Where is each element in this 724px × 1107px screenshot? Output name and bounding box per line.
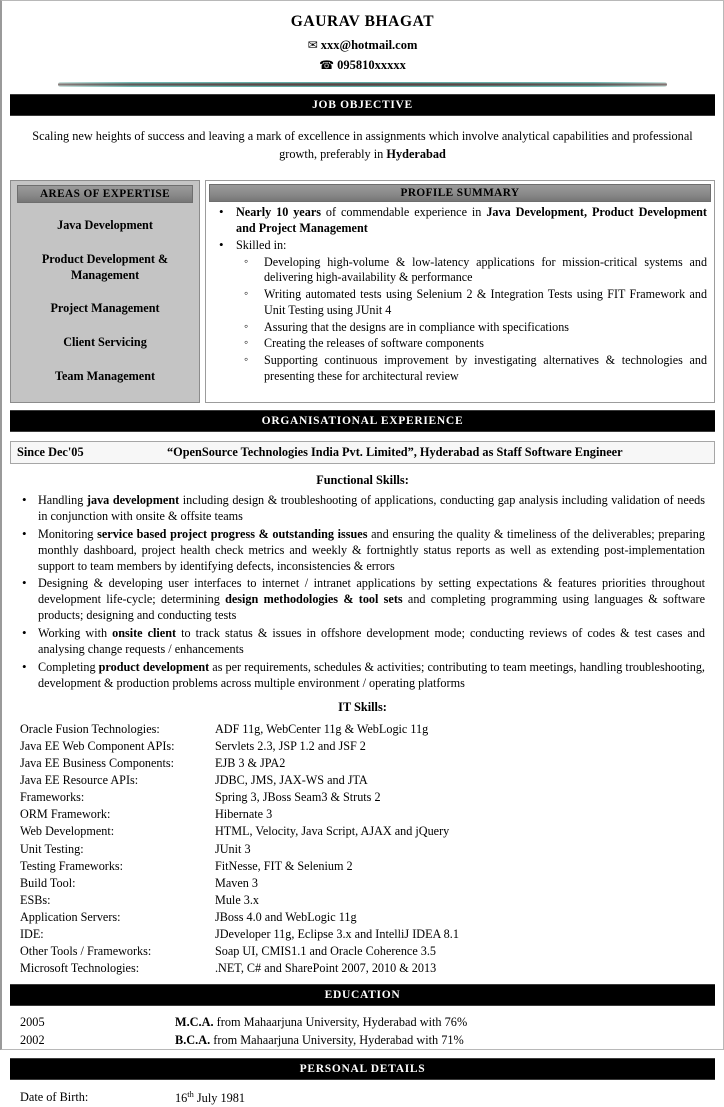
table-row (20, 772, 695, 789)
profile-summary-list (210, 205, 707, 385)
personal-details-table (20, 1089, 245, 1107)
skill-text-pre: Monitoring (38, 526, 98, 541)
skill-value: Servlets 2.3, JSP 1.2 and JSF 2 (215, 738, 366, 753)
expertise-summary-row (10, 180, 715, 403)
education-institute: from Mahaarjuna University, Hyderabad with 76% (213, 1015, 468, 1030)
skill-text-pre: Designing & developing user interfaces to internet / intranet applications by setting expectations & features priorities throughout development life-cycle; determining (38, 576, 705, 607)
list-item (10, 626, 705, 658)
list-item (10, 493, 705, 525)
table-row (20, 960, 695, 977)
skill-label: Unit Testing: (20, 841, 84, 856)
section-header-organisational-experience: ORGANISATIONAL EXPERIENCE (10, 410, 715, 432)
email-text: xxx@hotmail.com (320, 38, 418, 52)
skill-highlight: design methodologies & tool sets (225, 592, 403, 607)
objective-part1: Scaling new heights of success and leaving a mark of excellence in assignments which involve analytical capabilities and professional growth, preferably in (32, 129, 693, 162)
telephone-icon: ☎ (319, 57, 335, 72)
email-line (10, 38, 715, 54)
education-year: 2002 (20, 1032, 45, 1047)
skill-label: Oracle Fusion Technologies: (20, 721, 160, 736)
table-row (20, 908, 695, 925)
list-item (10, 576, 705, 624)
table-row (20, 1014, 467, 1031)
skill-value: EJB 3 & JPA2 (215, 756, 286, 771)
list-item (210, 238, 707, 384)
table-row (20, 789, 695, 806)
list-item: ◦ Developing high-volume & low-latency applications for mission-critical systems and delivering high-availability & performance (236, 255, 707, 286)
skill-highlight: service based project progress & outstanding issues (97, 526, 368, 541)
education-year: 2005 (20, 1015, 45, 1030)
education-detail (175, 1031, 467, 1048)
objective-location: Hyderabad (386, 147, 446, 162)
list-item: ◦ Assuring that the designs are in compliance with specifications (236, 320, 707, 336)
skill-value: Maven 3 (215, 875, 258, 890)
table-row (20, 857, 695, 874)
dob-ordinal-suffix: th (187, 1090, 194, 1100)
decorative-divider (58, 82, 667, 87)
skill-text-pre: Working with (38, 625, 113, 640)
list-item: ◦ Supporting continuous improvement by investigating alternatives & technologies and presenting these for architectural review (236, 353, 707, 384)
skill-label: Web Development: (20, 824, 115, 839)
skill-label: ORM Framework: (20, 807, 111, 822)
employment-period: Since Dec'05 (17, 445, 84, 460)
list-item (10, 660, 705, 692)
skill-value: Soap UI, CMIS1.1 and Oracle Coherence 3.5 (215, 944, 437, 959)
section-header-job-objective: JOB OBJECTIVE (10, 94, 715, 116)
skill-text-pre: Completing (38, 659, 99, 674)
skill-label: Java EE Web Component APIs: (20, 738, 175, 753)
skill-text-post: to track status & issues in offshore development mode; conducting reviews of codes & test cases and analysing change requests / enhancements (38, 625, 705, 656)
skill-text-post: and ensuring the quality & timeliness of the deliverables; preparing monthly dashboard, project health check metrics and weekly & fortnightly status reports as well as extending post-implementation support to team members by identifying defects, inconsistencies & errors (38, 526, 705, 573)
skill-label: IDE: (20, 927, 44, 941)
skill-value: ADF 11g, WebCenter 11g & WebLogic 11g (215, 721, 429, 736)
table-row (20, 874, 695, 891)
table-row (20, 1089, 245, 1107)
dob-day: 16 (175, 1091, 188, 1106)
areas-of-expertise-heading: AREAS OF EXPERTISE (17, 185, 193, 203)
employment-role: “OpenSource Technologies India Pvt. Limited”, Hyderabad as Staff Software Engineer (167, 445, 623, 460)
header-divider-wrap (10, 77, 715, 87)
education-detail (175, 1014, 467, 1031)
it-skills-heading: IT Skills: (338, 700, 387, 715)
employment-bar (10, 441, 715, 464)
skill-label: Java EE Business Components: (20, 756, 175, 771)
list-item (10, 527, 705, 575)
phone-line (10, 58, 715, 74)
functional-skills-heading: Functional Skills: (316, 473, 409, 488)
table-row (20, 840, 695, 857)
table-row (20, 755, 695, 772)
it-skills-table (20, 720, 695, 976)
list-item: ◦ Creating the releases of software components (236, 336, 707, 352)
section-header-education: EDUCATION (10, 984, 715, 1006)
functional-skills-list (10, 493, 715, 691)
education-degree: M.C.A. (175, 1015, 214, 1030)
table-row (20, 891, 695, 908)
skill-label: Other Tools / Frameworks: (20, 944, 152, 959)
list-item: ◦ Writing automated tests using Selenium 2 & Integration Tests using FIT Framework and Unit Testing using JUnit 4 (236, 287, 707, 318)
resume-body (2, 1, 723, 1107)
skill-highlight: product development (98, 659, 210, 674)
envelope-icon: ✉ (307, 38, 318, 52)
summary-highlight-years: Nearly 10 years (236, 204, 321, 219)
skill-value: .NET, C# and SharePoint 2007, 2010 & 2013 (215, 961, 437, 976)
skilled-in-label: Skilled in: (236, 238, 287, 253)
skill-value: JDBC, JMS, JAX-WS and JTA (215, 773, 368, 788)
skill-label: Microsoft Technologies: (20, 961, 140, 976)
dob-label: Date of Birth: (20, 1090, 89, 1105)
expertise-item: Client Servicing (63, 335, 147, 350)
table-row (20, 823, 695, 840)
table-row (20, 806, 695, 823)
skill-value: Hibernate 3 (215, 807, 273, 822)
skill-label: Frameworks: (20, 790, 85, 805)
phone-text: 095810xxxxx (337, 57, 406, 72)
list-item (210, 205, 707, 236)
skill-label: ESBs: (20, 892, 51, 907)
skill-value: JBoss 4.0 and WebLogic 11g (215, 909, 357, 924)
summary-highlight-domains: Java Development, Product Development and Project Management (236, 204, 707, 235)
areas-of-expertise-panel (10, 180, 200, 403)
table-row (20, 926, 695, 943)
skill-value: JUnit 3 (215, 841, 251, 856)
skill-text-post: including design & troubleshooting of applications, conducting gap analysis including validation of needs in conjunction with onsite & offsite teams (38, 493, 706, 523)
skill-value: HTML, Velocity, Java Script, AJAX and jQuery (215, 824, 450, 839)
skill-text-pre: Handling (38, 493, 87, 508)
table-row (20, 737, 695, 754)
dob-value (175, 1089, 245, 1107)
page-title: GAURAV BHAGAT (290, 13, 435, 30)
education-institute: from Mahaarjuna University, Hyderabad with 71% (210, 1032, 464, 1047)
skill-highlight: onsite client (112, 625, 177, 640)
profile-summary-body (206, 205, 714, 385)
skill-label: Build Tool: (20, 875, 76, 890)
skill-text-post: and completing programming using languages & software products; designing and conducting tests (38, 592, 705, 623)
skill-label: Testing Frameworks: (20, 858, 124, 873)
expertise-item: Team Management (54, 369, 156, 384)
expertise-item: Java Development (57, 217, 153, 232)
skill-highlight: java development (86, 493, 180, 508)
expertise-item: Project Management (50, 301, 160, 316)
education-table (20, 1014, 467, 1049)
summary-text: of commendable experience in (320, 204, 487, 219)
skill-label: Application Servers: (20, 909, 121, 924)
skill-value: JDeveloper 11g, Eclipse 3.x and IntelliJ IDEA 8.1 (215, 927, 459, 941)
skill-label: Java EE Resource APIs: (20, 773, 139, 788)
table-row (20, 1031, 467, 1048)
table-row (20, 943, 695, 960)
skill-text-post: as per requirements, schedules & activities; contributing to team meetings, handling troubleshooting, development & production problems across multiple environment / operating platforms (38, 659, 705, 690)
profile-summary-panel (205, 180, 715, 403)
table-row (20, 720, 695, 737)
dob-month-year: July 1981 (193, 1091, 246, 1106)
expertise-item: Product Development & Management (41, 251, 169, 282)
skill-value: Spring 3, JBoss Seam3 & Struts 2 (215, 790, 381, 805)
skilled-in-list (236, 255, 707, 385)
job-objective-text (10, 116, 715, 174)
profile-summary-heading: PROFILE SUMMARY (209, 184, 711, 202)
section-header-personal-details: PERSONAL DETAILS (10, 1058, 715, 1080)
skill-value: Mule 3.x (215, 892, 260, 907)
education-degree: B.C.A. (175, 1032, 211, 1047)
skill-value: FitNesse, FIT & Selenium 2 (215, 858, 353, 873)
